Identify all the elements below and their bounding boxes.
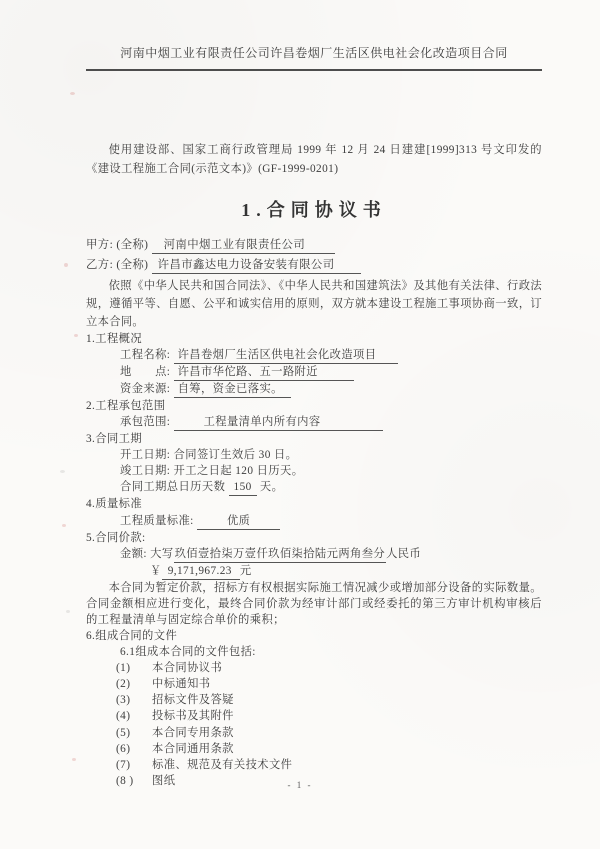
duration-prefix: 合同工期总日历天数	[120, 481, 226, 494]
section-1-heading: 1.工程概况	[86, 333, 143, 345]
scan-speck	[62, 524, 66, 527]
scan-speck	[72, 758, 76, 761]
section-5-heading: 5.合同价款:	[86, 531, 146, 544]
currency-symbol: ￥	[150, 564, 162, 577]
quality-value: 优质	[197, 515, 280, 530]
party-b-value: 许昌市鑫达电力设备安装有限公司	[152, 259, 361, 274]
location-line	[86, 364, 542, 381]
item-number: (2)	[116, 678, 131, 691]
duration-line	[86, 479, 542, 496]
amount-figure-line	[86, 563, 542, 580]
scan-speck	[70, 92, 75, 95]
location-value: 许昌市华佗路、五一路附近	[174, 366, 354, 381]
parties-block	[86, 235, 542, 275]
item-number: (8 )	[116, 774, 134, 787]
item-number: (4)	[116, 710, 131, 723]
quality-label: 工程质量标准:	[120, 514, 194, 527]
project-name-line	[86, 347, 542, 364]
amount-words-line	[86, 546, 542, 563]
party-a-line	[86, 235, 542, 255]
item-text: 投标书及其附件	[152, 710, 234, 723]
start-date-line: 开工日期: 合同签订生效后 30 日。	[120, 449, 298, 462]
price-note-paragraph: 本合同为暂定价款，招标方有权根据实际施工情况减少或增加部分设备的实际数量。合同金额相应进行变化，最终合同价款为经审计部门或经委托的第三方审计机构审核后的工程量清单与固定综合单价的乘积；	[86, 581, 542, 626]
section-3-heading: 3.合同工期	[86, 433, 143, 446]
contract-sections	[86, 331, 542, 789]
item-text: 本合同协议书	[152, 662, 223, 675]
scan-speck	[74, 334, 78, 337]
preamble-paragraph: 依照《中华人民共和国合同法》、《中华人民共和国建筑法》及其他有关法律、行政法规，遵循平等、自愿、公平和诚实信用的原则，双方就本建设工程施工事项协商一致，订立本合同。	[86, 280, 542, 328]
duration-suffix: 天。	[259, 481, 284, 494]
document-list-item	[86, 692, 542, 708]
funding-line	[86, 381, 542, 398]
scope-label: 承包范围:	[120, 416, 171, 429]
amount-figure-suffix: 元	[239, 564, 252, 577]
item-text: 标准、规范及有关技术文件	[152, 758, 293, 771]
scan-speck	[60, 470, 65, 473]
document-list-item	[86, 660, 542, 676]
finish-date-line: 竣工日期: 开工之日起 120 日历天。	[120, 465, 304, 478]
location-label: 地 点:	[120, 366, 171, 379]
scan-speck	[66, 610, 70, 613]
document-list-item	[86, 708, 542, 724]
document-header-title: 河南中烟工业有限责任公司许昌卷烟厂生活区供电社会化改造项目合同	[86, 44, 542, 71]
document-list-item	[86, 757, 542, 773]
quality-line	[86, 513, 542, 530]
item-number: (3)	[116, 694, 131, 707]
page-number: - 1 -	[287, 780, 313, 790]
item-text: 本合同专用条款	[152, 726, 234, 739]
section-2-heading: 2.工程承包范围	[86, 400, 166, 413]
document-list-item	[86, 725, 542, 741]
section-6-heading: 6.组成合同的文件	[86, 629, 178, 642]
duration-days-value: 150	[229, 481, 257, 496]
amount-words-value: 玖佰壹拾柒万壹仟玖佰柒拾陆元两角叁分	[174, 548, 387, 563]
party-b-line	[86, 255, 542, 275]
amount-currency: 人民币	[386, 547, 422, 560]
intro-note: 使用建设部、国家工商行政管理局 1999 年 12 月 24 日建建[1999]313 号文印发的《建设工程施工合同(示范文本)》(GF-1999-0201)	[86, 144, 542, 175]
funding-label: 资金来源:	[120, 383, 171, 396]
party-b-label: 乙方: (全称)	[86, 259, 149, 271]
item-number: (1)	[116, 662, 131, 675]
section-4-heading: 4.质量标准	[86, 498, 143, 511]
item-number: (6)	[116, 742, 131, 755]
project-name-label: 工程名称:	[120, 349, 171, 362]
scope-line	[86, 414, 542, 431]
funding-value: 自筹，资金已落实。	[174, 383, 291, 398]
item-text: 本合同通用条款	[152, 742, 234, 755]
item-text: 中标通知书	[152, 678, 211, 691]
section-6-subheading: 6.1组成本合同的文件包括:	[120, 646, 256, 659]
amount-label: 金额: 大写	[120, 547, 174, 560]
party-a-label: 甲方: (全称)	[86, 239, 149, 251]
agreement-title: 1.合同协议书	[241, 200, 387, 220]
scan-speck	[64, 263, 68, 267]
item-text: 招标文件及答疑	[152, 694, 234, 707]
document-list-item	[86, 676, 542, 692]
page-content	[86, 44, 542, 789]
amount-figure-value: 9,171,967.23	[162, 565, 240, 580]
item-number: (5)	[116, 726, 131, 739]
scope-value: 工程量清单内所有内容	[174, 416, 383, 431]
item-text: 图纸	[152, 774, 176, 787]
item-number: (7)	[116, 758, 131, 771]
document-list-item	[86, 741, 542, 757]
party-a-value: 河南中烟工业有限责任公司	[152, 239, 336, 254]
project-name-value: 许昌卷烟厂生活区供电社会化改造项目	[174, 349, 399, 364]
